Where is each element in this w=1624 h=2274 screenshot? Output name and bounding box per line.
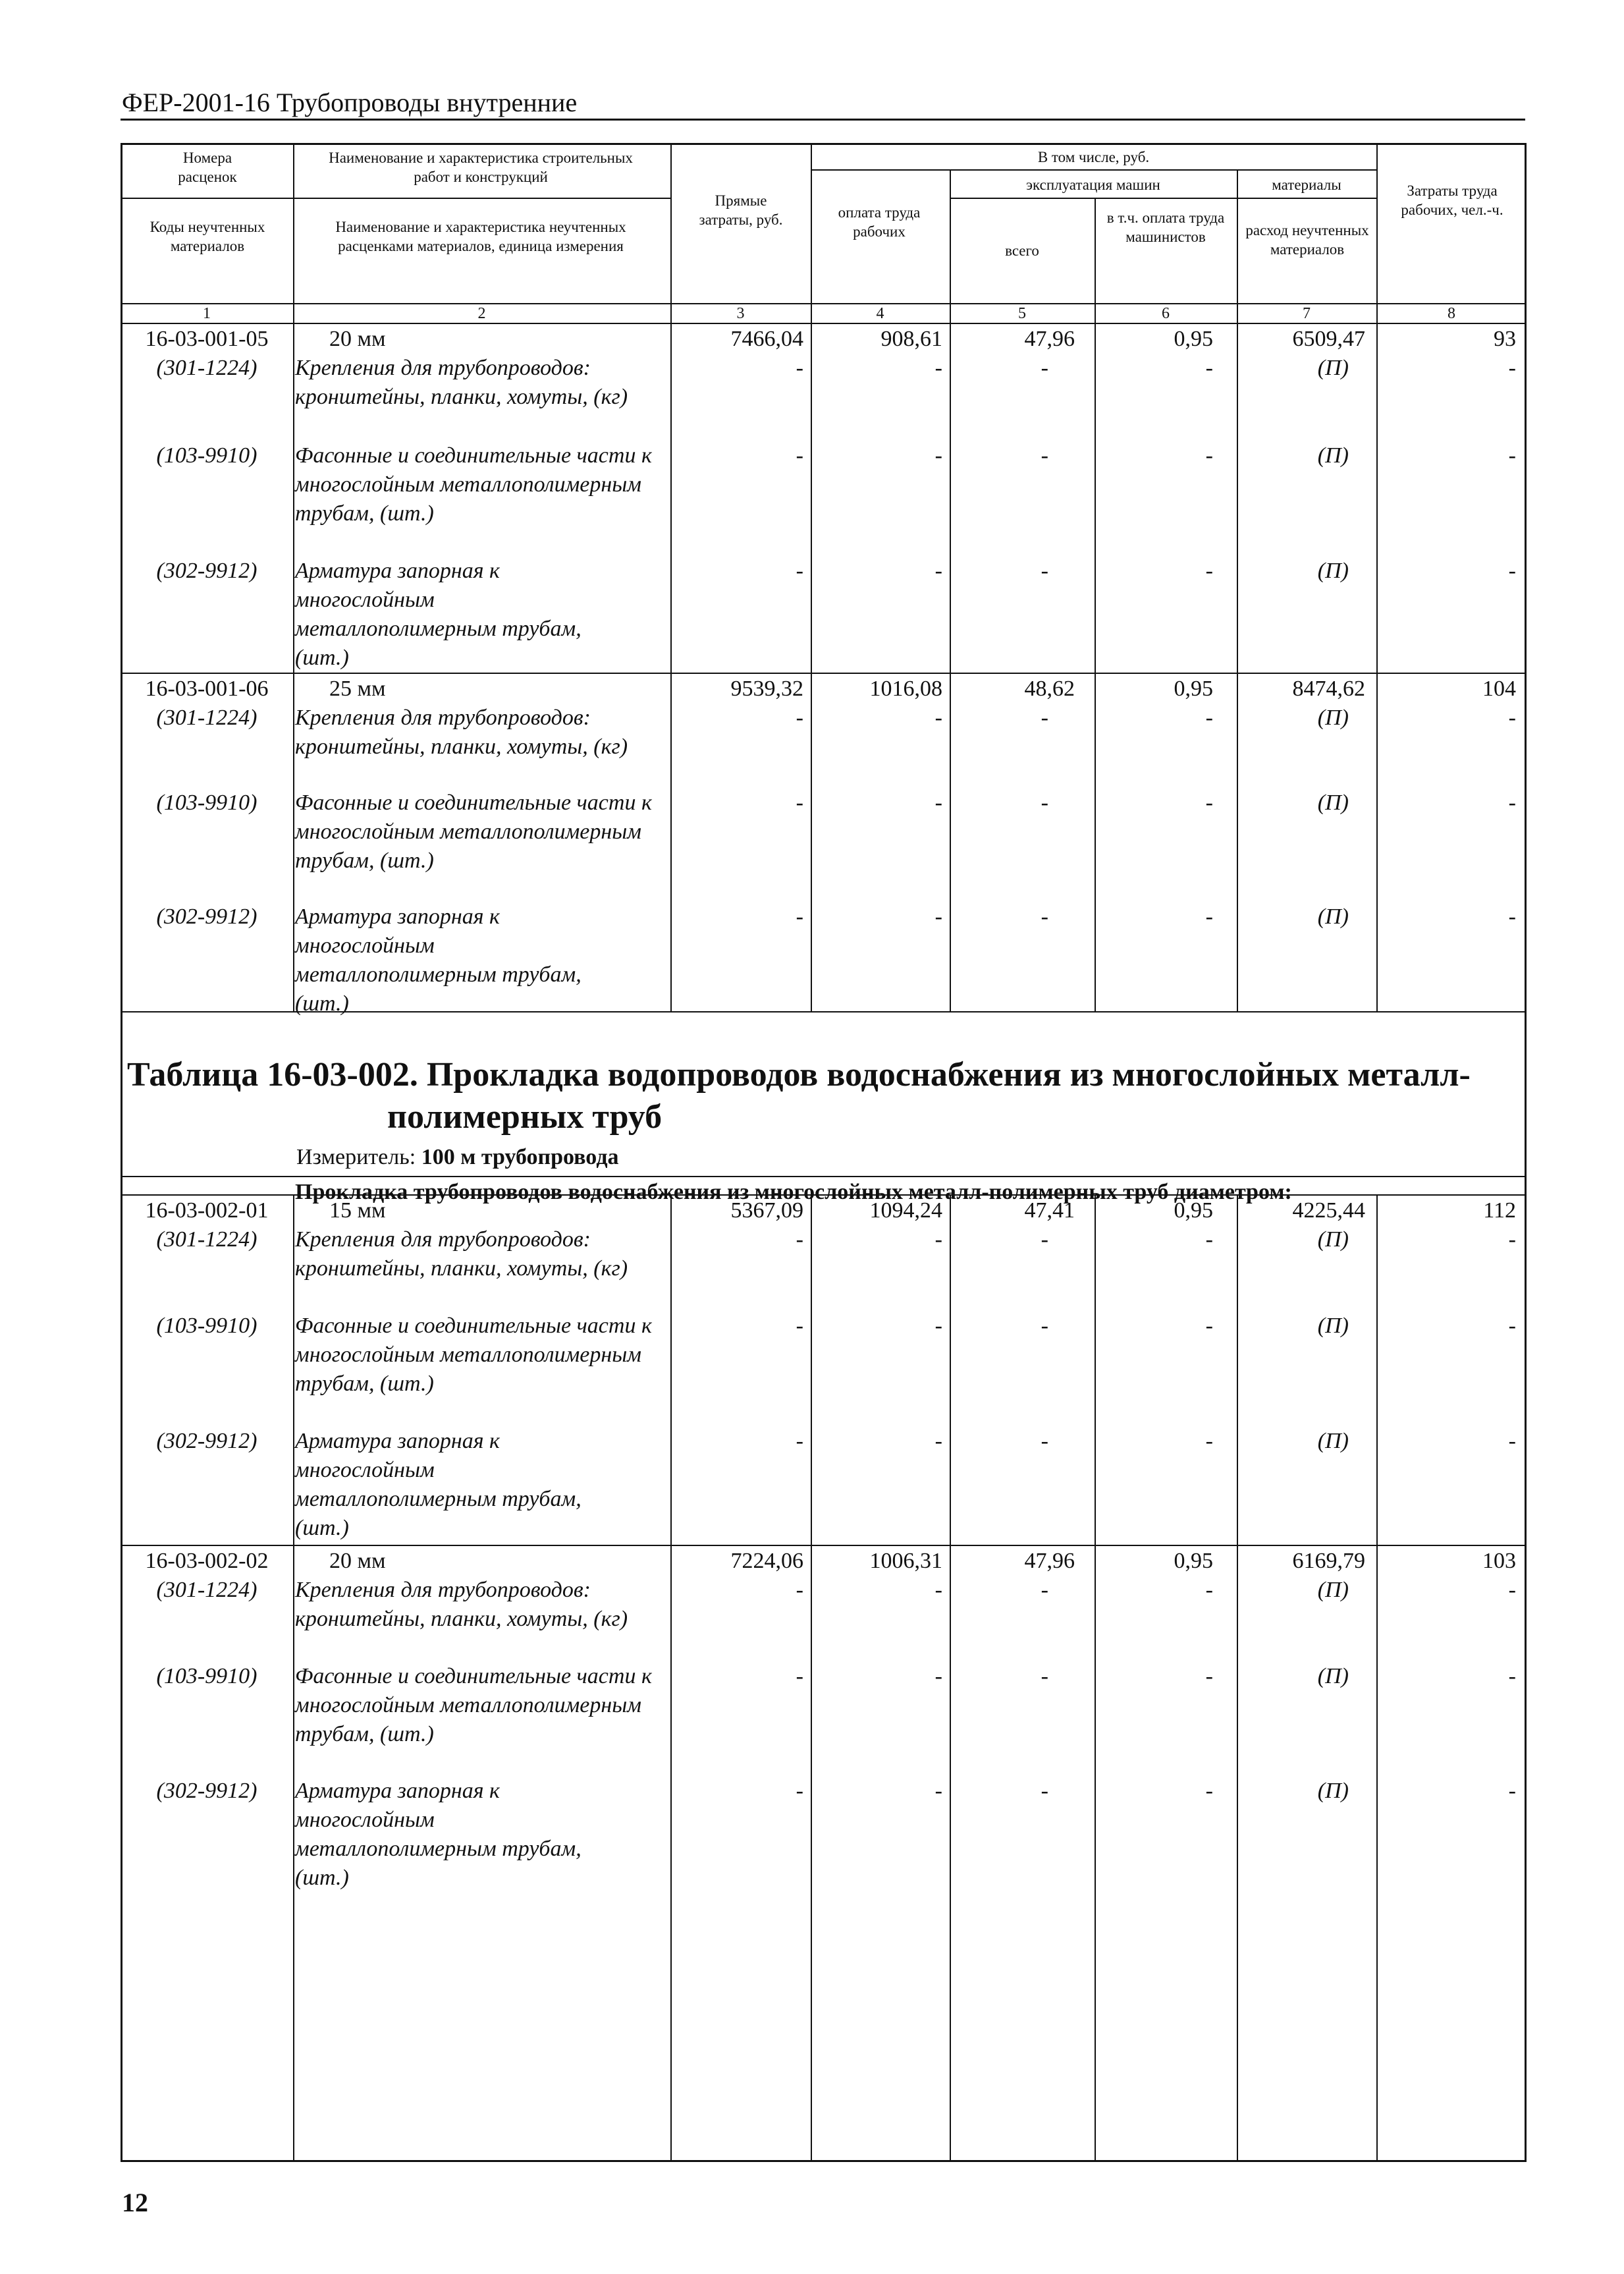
row-separator: [121, 1176, 1527, 1177]
dash: -: [1508, 1429, 1516, 1453]
material-p-mark: (П): [1317, 1227, 1349, 1252]
col-number: 7: [1303, 305, 1311, 322]
dash: -: [1205, 904, 1213, 929]
dash: -: [1041, 706, 1048, 730]
material-code: (301-1224): [156, 1227, 257, 1252]
labor-cost: 1006,31: [869, 1549, 942, 1573]
material-name: Арматура запорная к многослойным металлополимерным трубам, (шт.): [295, 904, 582, 1016]
material-p-mark: (П): [1317, 356, 1349, 380]
dash: -: [1041, 1578, 1048, 1602]
dash: -: [1508, 559, 1516, 583]
section-title: [127, 1054, 1517, 1138]
dash: -: [796, 904, 803, 929]
col7-header: расход неучтенных материалов: [1245, 222, 1369, 258]
dash: -: [1041, 1779, 1048, 1803]
material-p-mark: (П): [1317, 443, 1349, 468]
section-title-line-2: полимерных труб: [387, 1098, 663, 1136]
dash: -: [934, 443, 942, 468]
pipe-size: 25 мм: [329, 677, 386, 701]
dash: -: [796, 1314, 803, 1338]
material-p-mark: (П): [1317, 1578, 1349, 1602]
col1-header-bottom: Коды неучтенных материалов: [149, 219, 265, 254]
dash: -: [796, 356, 803, 380]
material-name: Крепления для трубопроводов: кронштейны, планки, хомуты, (кг): [295, 706, 628, 759]
dash: -: [1508, 1664, 1516, 1688]
dash: -: [796, 1779, 803, 1803]
machinist-cost: 0,95: [1174, 327, 1213, 351]
dash: -: [1041, 904, 1048, 929]
col-number: 6: [1162, 305, 1170, 322]
page-number: 12: [122, 2188, 148, 2217]
col6-header: в т.ч. оплата труда машинистов: [1106, 209, 1225, 245]
col-number: 2: [477, 305, 486, 322]
rate-code: 16-03-002-01: [145, 1198, 269, 1223]
dash: -: [796, 790, 803, 815]
dash: -: [934, 1779, 942, 1803]
material-code: (103-9910): [156, 1314, 257, 1338]
dash: -: [1041, 1664, 1048, 1688]
material-name: Фасонные и соединительные части к многослойным металлополимерным трубам, (шт.): [295, 790, 652, 873]
rate-code: 16-03-001-06: [145, 677, 269, 701]
direct-cost: 7466,04: [730, 327, 803, 351]
material-p-mark: (П): [1317, 706, 1349, 730]
dash: -: [1508, 1227, 1516, 1252]
section-band-title: Прокладка трубопроводов водоснабжения из многослойных металл-полимерных труб диаметром:: [295, 1180, 1292, 1204]
material-p-mark: (П): [1317, 1664, 1349, 1688]
dash: -: [1041, 356, 1048, 380]
col4-header: оплата труда рабочих: [838, 204, 921, 240]
dash: -: [796, 1664, 803, 1688]
materials-cost: 8474,62: [1292, 677, 1365, 701]
dash: -: [1205, 1314, 1213, 1338]
material-name: Крепления для трубопроводов: кронштейны, планки, хомуты, (кг): [295, 1227, 628, 1281]
dash: -: [1508, 356, 1516, 380]
dash: -: [1508, 790, 1516, 815]
measurement-label: Измеритель:: [296, 1145, 416, 1169]
material-code: (301-1224): [156, 706, 257, 730]
labor-cost: 1016,08: [869, 677, 942, 701]
materials-cost: 4225,44: [1292, 1198, 1365, 1223]
col-number: 3: [736, 305, 745, 322]
material-code: (302-9912): [156, 1779, 257, 1803]
dash: -: [1205, 706, 1213, 730]
material-p-mark: (П): [1317, 1314, 1349, 1338]
dash: -: [934, 356, 942, 380]
rate-code: 16-03-002-02: [145, 1549, 269, 1573]
dash: -: [1205, 1227, 1213, 1252]
dash: -: [934, 904, 942, 929]
dash: -: [1205, 443, 1213, 468]
direct-cost: 5367,09: [730, 1198, 803, 1223]
material-name: Фасонные и соединительные части к многослойным металлополимерным трубам, (шт.): [295, 1664, 652, 1746]
material-code: (302-9912): [156, 559, 257, 583]
material-code: (302-9912): [156, 1429, 257, 1453]
direct-cost: 9539,32: [730, 677, 803, 701]
dash: -: [796, 559, 803, 583]
dash: -: [934, 706, 942, 730]
dash: -: [796, 706, 803, 730]
dash: -: [796, 1578, 803, 1602]
dash: -: [1041, 1429, 1048, 1453]
material-p-mark: (П): [1317, 790, 1349, 815]
header-rule: [121, 119, 1525, 121]
material-name: Арматура запорная к многослойным металлополимерным трубам, (шт.): [295, 1779, 582, 1890]
dash: -: [934, 1227, 942, 1252]
dash: -: [1205, 356, 1213, 380]
header-line: [121, 198, 670, 199]
materials-header: материалы: [1272, 177, 1341, 193]
col-divider: [293, 143, 294, 1011]
col5-header: всего: [1005, 242, 1039, 259]
material-p-mark: (П): [1317, 1429, 1349, 1453]
material-p-mark: (П): [1317, 1779, 1349, 1803]
material-name: Крепления для трубопроводов: кронштейны, планки, хомуты, (кг): [295, 356, 628, 409]
dash: -: [796, 1429, 803, 1453]
material-code: (301-1224): [156, 1578, 257, 1602]
material-name: Крепления для трубопроводов: кронштейны, планки, хомуты, (кг): [295, 1578, 628, 1631]
dash: -: [1508, 1779, 1516, 1803]
dash: -: [1041, 443, 1048, 468]
dash: -: [934, 1429, 942, 1453]
row-separator: [121, 673, 1527, 674]
material-code: (103-9910): [156, 1664, 257, 1688]
dash: -: [1508, 706, 1516, 730]
col-number: 1: [203, 305, 211, 322]
material-name: Фасонные и соединительные части к многослойным металлополимерным трубам, (шт.): [295, 443, 652, 526]
col3-header: Прямые затраты, руб.: [699, 192, 783, 228]
machines-header: эксплуатация машин: [1026, 177, 1160, 193]
pipe-size: 20 мм: [329, 327, 386, 351]
header-line: [121, 303, 1527, 304]
col-divider: [293, 1194, 294, 2162]
dash: -: [934, 1314, 942, 1338]
col2-header-bottom: Наименование и характеристика неучтенных расценками материалов, единица измерения: [335, 219, 626, 254]
dash: -: [1041, 790, 1048, 815]
material-code: (103-9910): [156, 790, 257, 815]
col8-header: Затраты труда рабочих, чел.-ч.: [1401, 182, 1503, 218]
measurement-unit: [296, 1145, 619, 1170]
col-number: 5: [1018, 305, 1026, 322]
col-divider: [950, 169, 951, 1011]
dash: -: [1508, 1314, 1516, 1338]
dash: -: [1508, 443, 1516, 468]
col-number: 4: [876, 305, 884, 322]
machine-cost: 48,62: [1024, 677, 1075, 701]
materials-cost: 6509,47: [1292, 327, 1365, 351]
col2-header-top: Наименование и характеристика строительных работ и конструкций: [329, 150, 633, 185]
dash: -: [1205, 559, 1213, 583]
labor-cost: 1094,24: [869, 1198, 942, 1223]
dash: -: [1205, 1779, 1213, 1803]
rate-code: 16-03-001-05: [145, 327, 269, 351]
material-p-mark: (П): [1317, 904, 1349, 929]
labor-hours: 112: [1483, 1198, 1516, 1223]
dash: -: [934, 790, 942, 815]
dash: -: [1205, 1664, 1213, 1688]
material-name: Арматура запорная к многослойным металлополимерным трубам, (шт.): [295, 1429, 582, 1540]
dash: -: [1205, 1578, 1213, 1602]
dash: -: [1041, 1227, 1048, 1252]
material-code: (103-9910): [156, 443, 257, 468]
material-code: (302-9912): [156, 904, 257, 929]
dash: -: [796, 1227, 803, 1252]
dash: -: [934, 559, 942, 583]
col-divider: [1237, 169, 1238, 1011]
header-line: [811, 169, 1376, 171]
dash: -: [1205, 790, 1213, 815]
col-number: 8: [1448, 305, 1455, 322]
labor-cost: 908,61: [880, 327, 942, 351]
col1-header-top: Номера расценок: [178, 150, 237, 185]
machinist-cost: 0,95: [1174, 1549, 1213, 1573]
material-name: Арматура запорная к многослойным металлополимерным трубам, (шт.): [295, 559, 582, 670]
dash: -: [934, 1578, 942, 1602]
machinist-cost: 0,95: [1174, 1198, 1213, 1223]
dash: -: [1205, 1429, 1213, 1453]
labor-hours: 104: [1482, 677, 1516, 701]
dash: -: [1041, 559, 1048, 583]
pipe-size: 15 мм: [329, 1198, 386, 1223]
dash: -: [934, 1664, 942, 1688]
machine-cost: 47,96: [1024, 1549, 1075, 1573]
dash: -: [1041, 1314, 1048, 1338]
row-separator: [121, 1545, 1527, 1546]
materials-cost: 6169,79: [1292, 1549, 1365, 1573]
header-line: [121, 323, 1527, 324]
dash: -: [1508, 904, 1516, 929]
page-header: ФЕР-2001-16 Трубопроводы внутренние: [122, 88, 578, 117]
header-line: [950, 198, 1376, 199]
dash: -: [1508, 1578, 1516, 1602]
group-header: В том числе, руб.: [1037, 149, 1150, 165]
machine-cost: 47,41: [1024, 1198, 1075, 1223]
material-p-mark: (П): [1317, 559, 1349, 583]
labor-hours: 103: [1482, 1549, 1516, 1573]
material-name: Фасонные и соединительные части к многослойным металлополимерным трубам, (шт.): [295, 1314, 652, 1396]
section-title-line-1: Таблица 16-03-002. Прокладка водопроводов водоснабжения из многослойных металл-: [127, 1056, 1471, 1094]
dash: -: [796, 443, 803, 468]
measurement-value: 100 м трубопровода: [421, 1145, 619, 1169]
material-code: (301-1224): [156, 356, 257, 380]
machinist-cost: 0,95: [1174, 677, 1213, 701]
labor-hours: 93: [1494, 327, 1516, 351]
machine-cost: 47,96: [1024, 327, 1075, 351]
direct-cost: 7224,06: [730, 1549, 803, 1573]
pipe-size: 20 мм: [329, 1549, 386, 1573]
